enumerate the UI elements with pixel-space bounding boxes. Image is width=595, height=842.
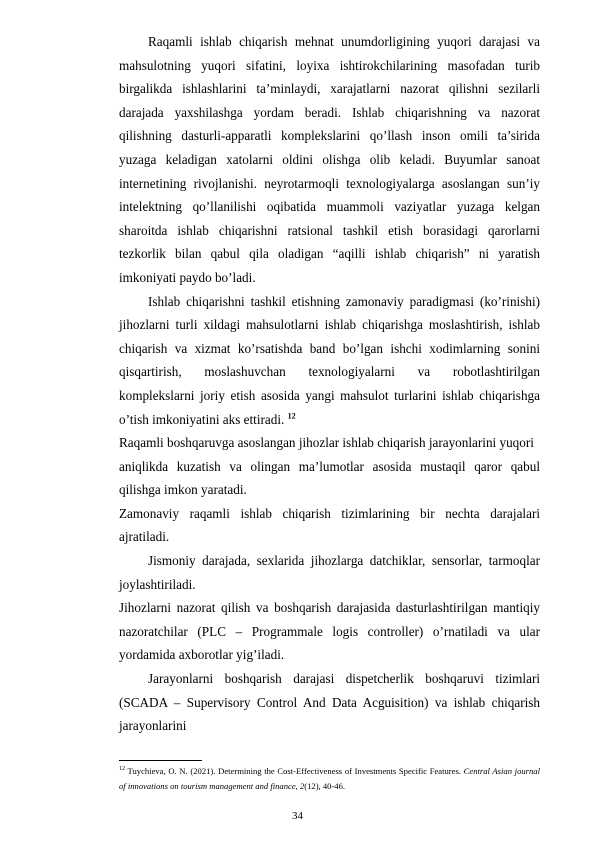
footnote-volume: 2	[299, 781, 305, 791]
paragraph-digital-control-cont: aniqlikda kuzatish va olingan ma’lumotlar asosida mustaqil qaror qabul qilishga imkon yaratadi.	[119, 458, 540, 498]
paragraph-digital-production: Raqamli ishlab chiqarish mehnat unumdorligining yuqori darajasi va mahsulotning yuqori sifatini, loyixa ishtirokchilarining masofadan turib birgalikda ishlashlarini ta’minlaydi, xarajatlarni nazorat qilishni sezilarli darajada yaxshilashga yordam beradi. Ishlab chiqarishning va nazorat qilishning dasturli-apparatli komplekslarini qo’llash inson omili ta’sirida yuzaga keladigan xatolarni oldini olishga olib keladi. Buyumlar sanoat internetining rivojlanishi. neyrotarmoqli texnologiyalarga asoslangan sun’iy intelektning qo’llanilishi oqibatida muammoli vaziyatlar yuzaga kelgan sharoitda ishlab chiqarishni ratsional tashkil etish borasidagi qarorlarni tezkorlik bilan qabul qila oladigan “aqilli ishlab chiqarish” ni yaratish imkoniyati paydo bo’ladi.	[119, 34, 540, 285]
footnote-authors: Tuychieva, O. N. (2021). Determining the Cost-Effectiveness of Investments Specific Features.	[127, 766, 461, 776]
paragraph-levels-intro: Zamonaviy raqamli ishlab chiqarish tizimlarining bir nechta darajalari ajratiladi.	[119, 505, 540, 545]
footnote-reference: 12	[287, 411, 296, 421]
body-text	[119, 30, 540, 738]
footnote-separator	[119, 760, 202, 761]
footnote-journal: Central Asian journal of innovations on tourism management and finance	[119, 766, 540, 791]
footnote: $^{12}$ Tuychieva, O. N. (2021). Determining the Cost-Effectiveness of Investments Specific Features. Central Asian journal of innovations on tourism management and finance, 2(12), 40-46.	[119, 766, 540, 791]
page-number: 34	[292, 810, 303, 822]
paragraph-scada-level: Jarayonlarni boshqarish darajasi dispetcherlik boshqaruvi tizimlari (SCADA – Supervisory Control And Data Acguisition) va ishlab chiqarish jarayonlarini	[119, 671, 540, 734]
paragraph-physical-level: Jismoniy darajada, sexlarida jihozlarga datchiklar, sensorlar, tarmoqlar joylashtiriladi.	[119, 553, 540, 592]
paragraph-modern-paradigm	[119, 290, 540, 432]
footnote-number: 12	[119, 766, 125, 773]
paragraph-modern-paradigm-text: Ishlab chiqarishni tashkil etishning zamonaviy paradigmasi (ko’rinishi) jihozlarni turli xildagi mahsulotlarni ishlab chiqarishga moslashtirish, ishlab chiqarish va xizmat ko’rsatishda band bo’lgan ishchi xodimlarning sonini qisqartirish, moslashuvchan texnologiyalarni va robotlashtirilgan komplekslarni joriy etish asosida yangi mahsulot turlarini ishlab chiqarishga o’tish imkoniyatini aks ettiradi.	[119, 293, 540, 427]
footnote-pages: (12), 40-46.	[304, 781, 346, 791]
paragraph-digital-control-line: Raqamli boshqaruvga asoslangan jihozlar ishlab chiqarish jarayonlarini yuqori	[119, 435, 534, 451]
paragraph-plc-level: Jihozlarni nazorat qilish va boshqarish darajasida dasturlashtirilgan mantiqiy nazoratchilar (PLC – Programmale logis controller) o’rnatiladi va ular yordamida axborotlar yig’iladi.	[119, 600, 540, 663]
